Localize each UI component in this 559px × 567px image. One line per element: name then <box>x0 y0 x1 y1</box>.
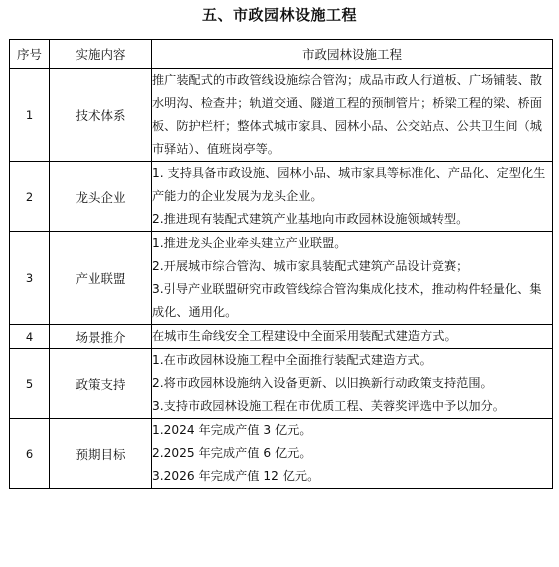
table-row <box>10 69 553 162</box>
content-line: 在城市生命线安全工程建设中全面采用装配式建造方式。 <box>152 329 457 343</box>
content-line: 3.引导产业联盟研究市政管线综合管沟集成化技术，推动构件轻量化、集成化、通用化。 <box>152 282 542 319</box>
table-row <box>10 232 553 325</box>
content-line: 2.将市政园林设施纳入设备更新、以旧换新行动政策支持范围。 <box>152 376 493 390</box>
row-category: 龙头企业 <box>50 162 152 232</box>
plan-table <box>9 39 553 489</box>
row-category: 场景推介 <box>50 325 152 349</box>
content-line: 2.开展城市综合管沟、城市家具装配式建筑产品设计竞赛； <box>152 259 469 273</box>
row-category: 预期目标 <box>50 419 152 489</box>
content-line: 1.推进龙头企业牵头建立产业联盟。 <box>152 236 347 250</box>
content-line: 1.在市政园林设施工程中全面推行装配式建造方式。 <box>152 353 432 367</box>
row-content <box>152 232 553 325</box>
content-line: 1.2024 年完成产值 3 亿元。 <box>152 423 312 437</box>
row-content <box>152 419 553 489</box>
header-project: 市政园林设施工程 <box>152 40 553 69</box>
row-content <box>152 349 553 419</box>
row-category: 政策支持 <box>50 349 152 419</box>
table-row <box>10 349 553 419</box>
content-line: 1. 支持具备市政设施、园林小品、城市家具等标准化、产品化、定型化生产能力的企业发展为龙头企业。 <box>152 166 546 203</box>
row-content <box>152 325 553 349</box>
row-category: 产业联盟 <box>50 232 152 325</box>
header-content-category: 实施内容 <box>50 40 152 69</box>
row-number: 6 <box>10 419 50 489</box>
table-header-row <box>10 40 553 69</box>
row-number: 5 <box>10 349 50 419</box>
document-title: 五、市政园林设施工程 <box>201 6 357 24</box>
row-number: 4 <box>10 325 50 349</box>
table-row <box>10 162 553 232</box>
row-category: 技术体系 <box>50 69 152 162</box>
table-row <box>10 419 553 489</box>
row-content <box>152 162 553 232</box>
content-line: 2.2025 年完成产值 6 亿元。 <box>152 446 312 460</box>
row-number: 3 <box>10 232 50 325</box>
content-line: 推广装配式的市政管线设施综合管沟；成品市政人行道板、广场铺装、散水明沟、检查井；轨道交通、隧道工程的预制管片；桥梁工程的梁、桥面板、防护栏杆；整体式城市家具、园林小品、公交站点、公共卫生间（城市驿站）、值班岗亭等。 <box>152 73 542 156</box>
header-number: 序号 <box>10 40 50 69</box>
content-line: 3.2026 年完成产值 12 亿元。 <box>152 469 320 483</box>
row-number: 1 <box>10 69 50 162</box>
content-line: 2.推进现有装配式建筑产业基地向市政园林设施领域转型。 <box>152 212 469 226</box>
row-number: 2 <box>10 162 50 232</box>
row-content <box>152 69 553 162</box>
table-row <box>10 325 553 349</box>
content-line: 3.支持市政园林设施工程在市优质工程、芙蓉奖评选中予以加分。 <box>152 399 505 413</box>
